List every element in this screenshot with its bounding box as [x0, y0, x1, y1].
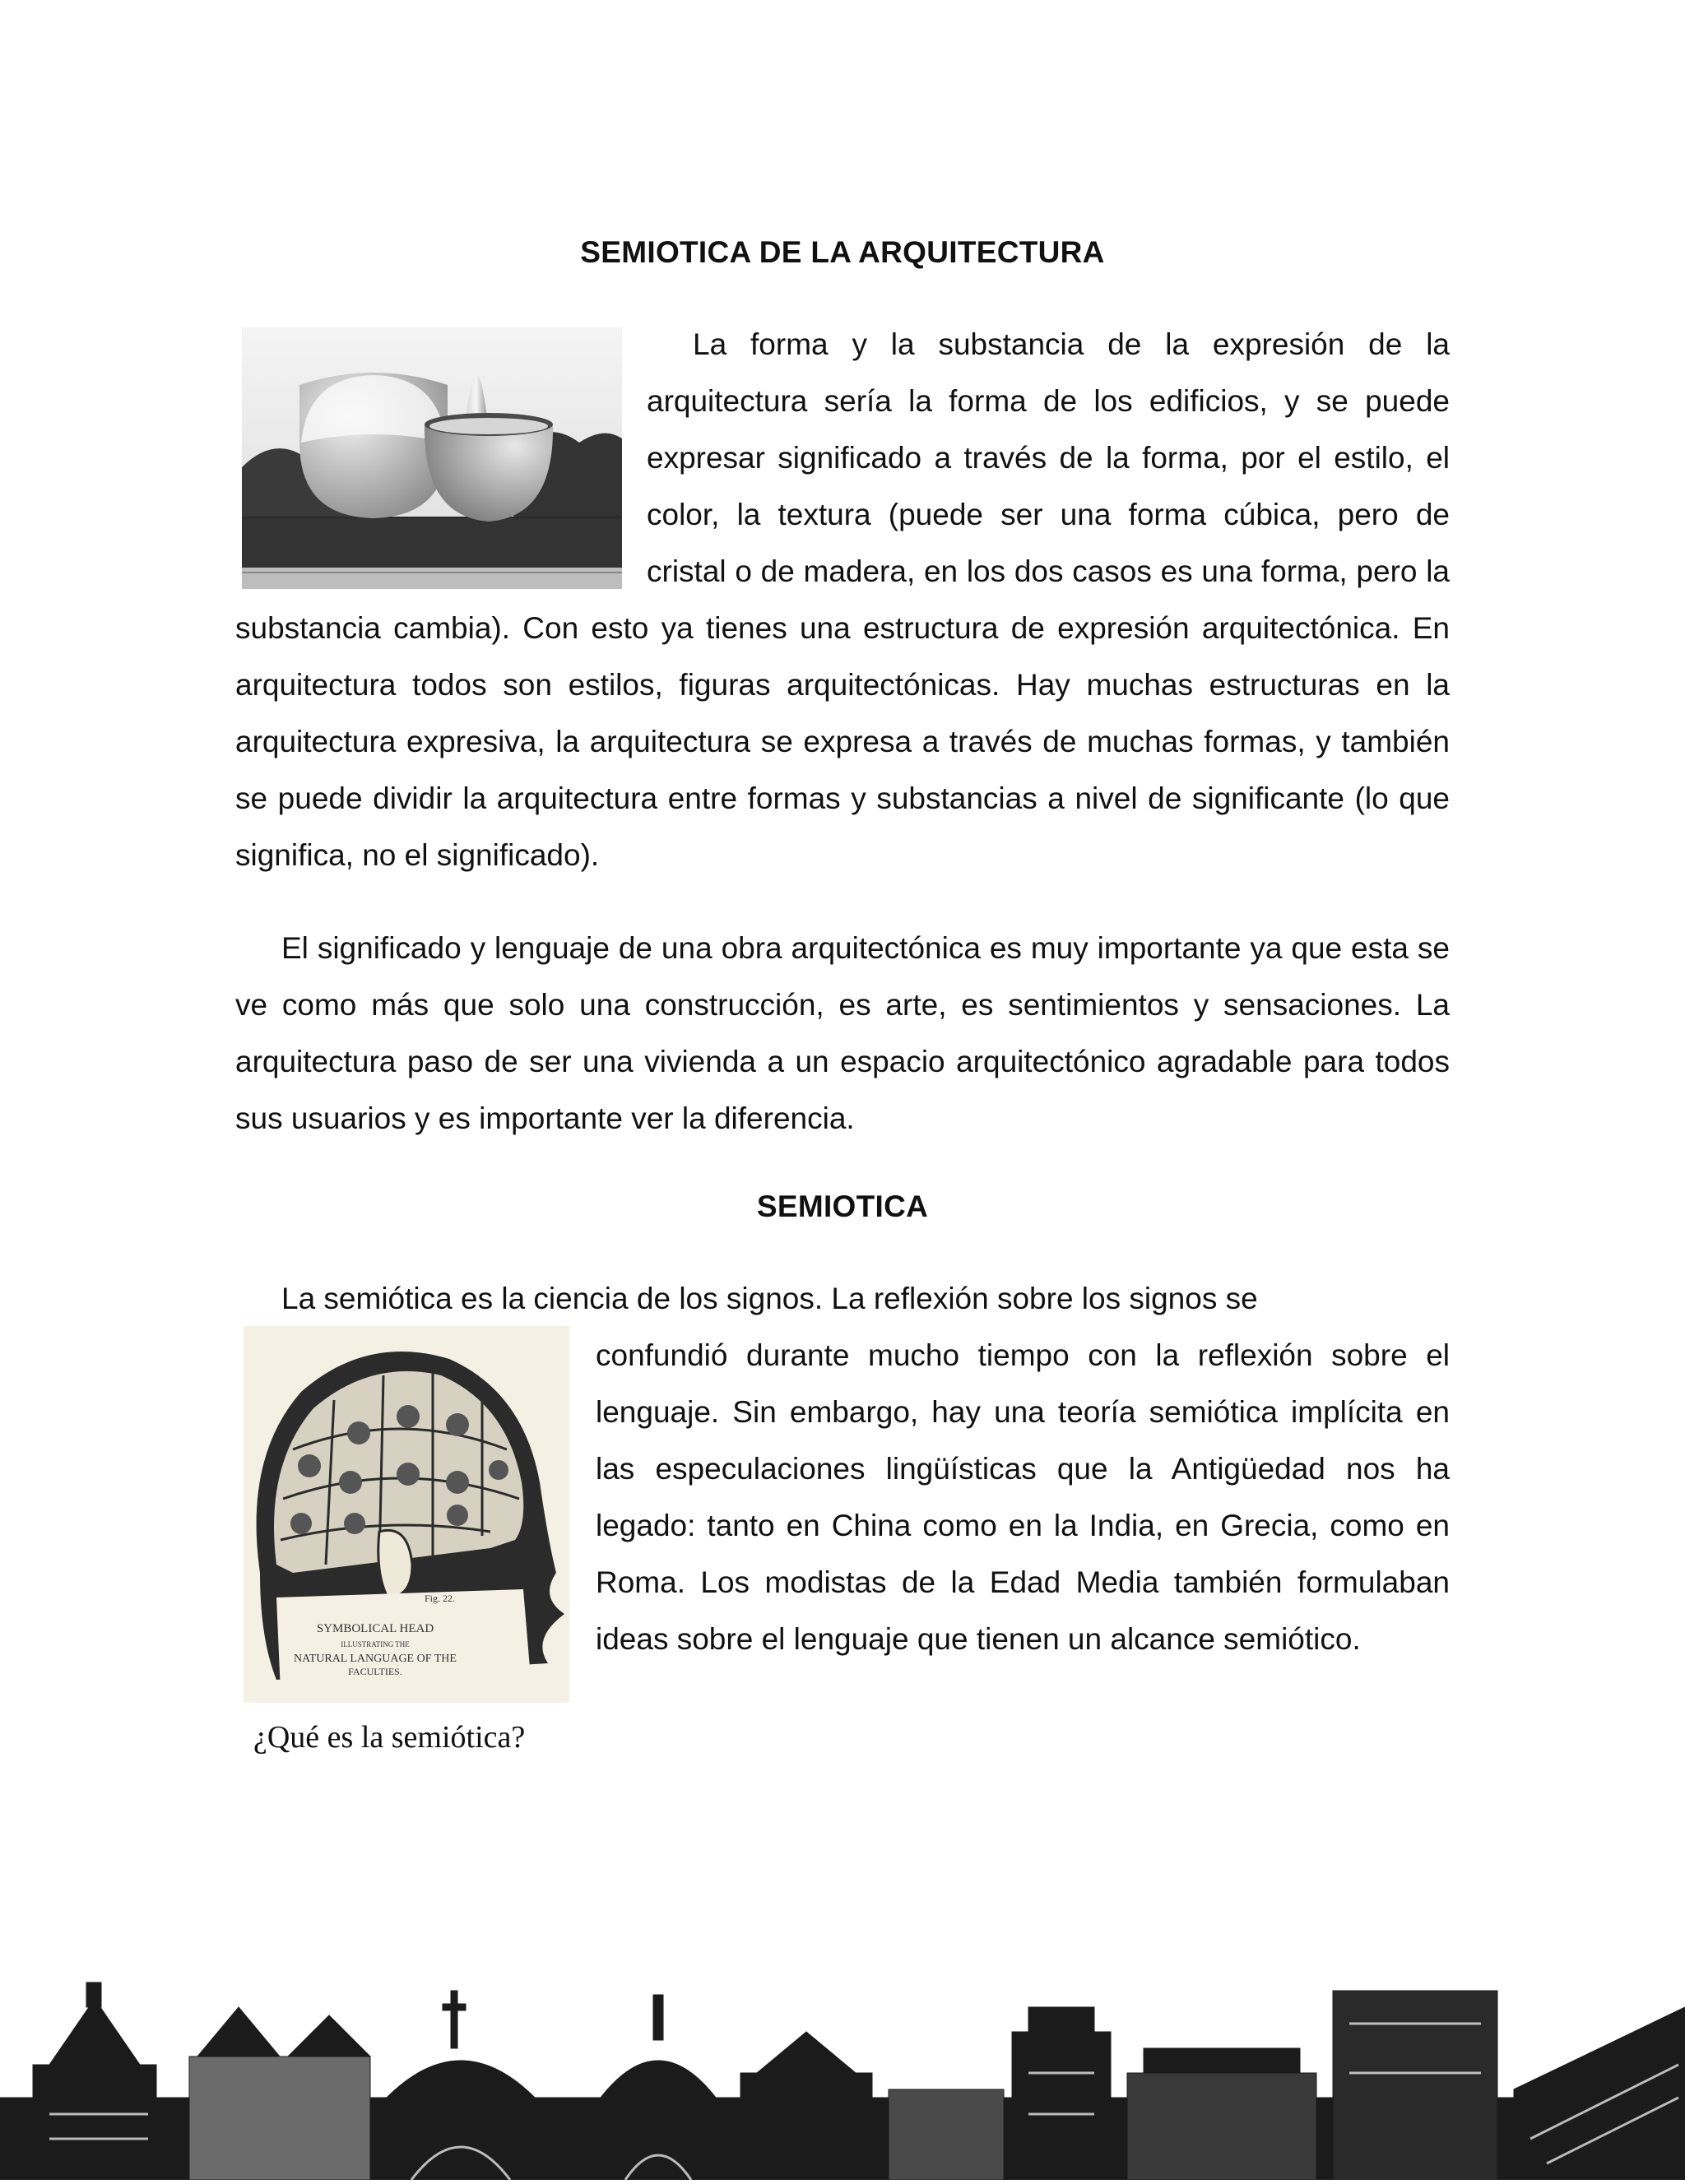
paragraph-significado: [235, 920, 1450, 1147]
architecture-skyline-illustration: [0, 1974, 1685, 2180]
image-float-spacer: [235, 316, 647, 596]
paragraph-3-first-line: La semiótica es la ciencia de los signos. La reflexión sobre los signos se: [281, 1282, 1258, 1315]
paragraph-semiotica: [235, 1270, 1450, 1738]
paragraph-forma-substancia: [235, 316, 1450, 883]
paragraph-2-text: El significado y lenguaje de una obra arquitectónica es muy importante ya que esta se ve como más que solo una construcción, es arte, es sentimientos y sensaciones. La arquitectura paso de ser una vivienda a un espacio arquitectónico agradable para todos sus usuarios y es importante ver la diferencia.: [235, 931, 1450, 1135]
phrenology-label-4: FACULTIES.: [348, 1666, 402, 1677]
section-subtitle: SEMIOTICA: [756, 1189, 929, 1223]
image-float-spacer-2: [235, 1327, 596, 1738]
paragraph-1-text: La forma y la substancia de la expresión de la arquitectura sería la forma de los edificios, y se puede expresar significado a través de la forma, por el estilo, el color, la textura (puede ser una forma cúbica, pero de cristal o de madera, en los dos casos es una forma, pero la substancia cambia). Con esto ya tienes una estructura de expresión arquitectónica. En arquitectura todos son estilos, figuras arquitectónicas. Hay muchas estructuras en la arquitectura expresiva, la arquitectura se expresa a través de muchas formas, y también se puede dividir la arquitectura entre formas y substancias a nivel de significante (lo que significa, no el significado).: [235, 327, 1450, 872]
phrenology-label-2: ILLUSTRATING THE: [341, 1640, 410, 1648]
figure-number-label: Fig. 22.: [425, 1593, 456, 1604]
document-title: SEMIOTICA DE LA ARQUITECTURA: [580, 235, 1105, 269]
phrenology-label-1: SYMBOLICAL HEAD: [316, 1622, 434, 1635]
phrenology-label-3: NATURAL LANGUAGE OF THE: [294, 1653, 457, 1665]
figure-caption: ¿Qué es la semiótica?: [253, 1720, 526, 1755]
paragraph-3-text: confundió durante mucho tiempo con la reflexión sobre el lenguaje. Sin embargo, hay una teoría semiótica implícita en las especulaciones lingüísticas que la Antigüedad nos ha legado: tanto en China como en la India, en Grecia, como en Roma. Los modistas de la Edad Media también formulaban ideas sobre el lenguaje que tienen un alcance semiótico.: [596, 1338, 1450, 1656]
